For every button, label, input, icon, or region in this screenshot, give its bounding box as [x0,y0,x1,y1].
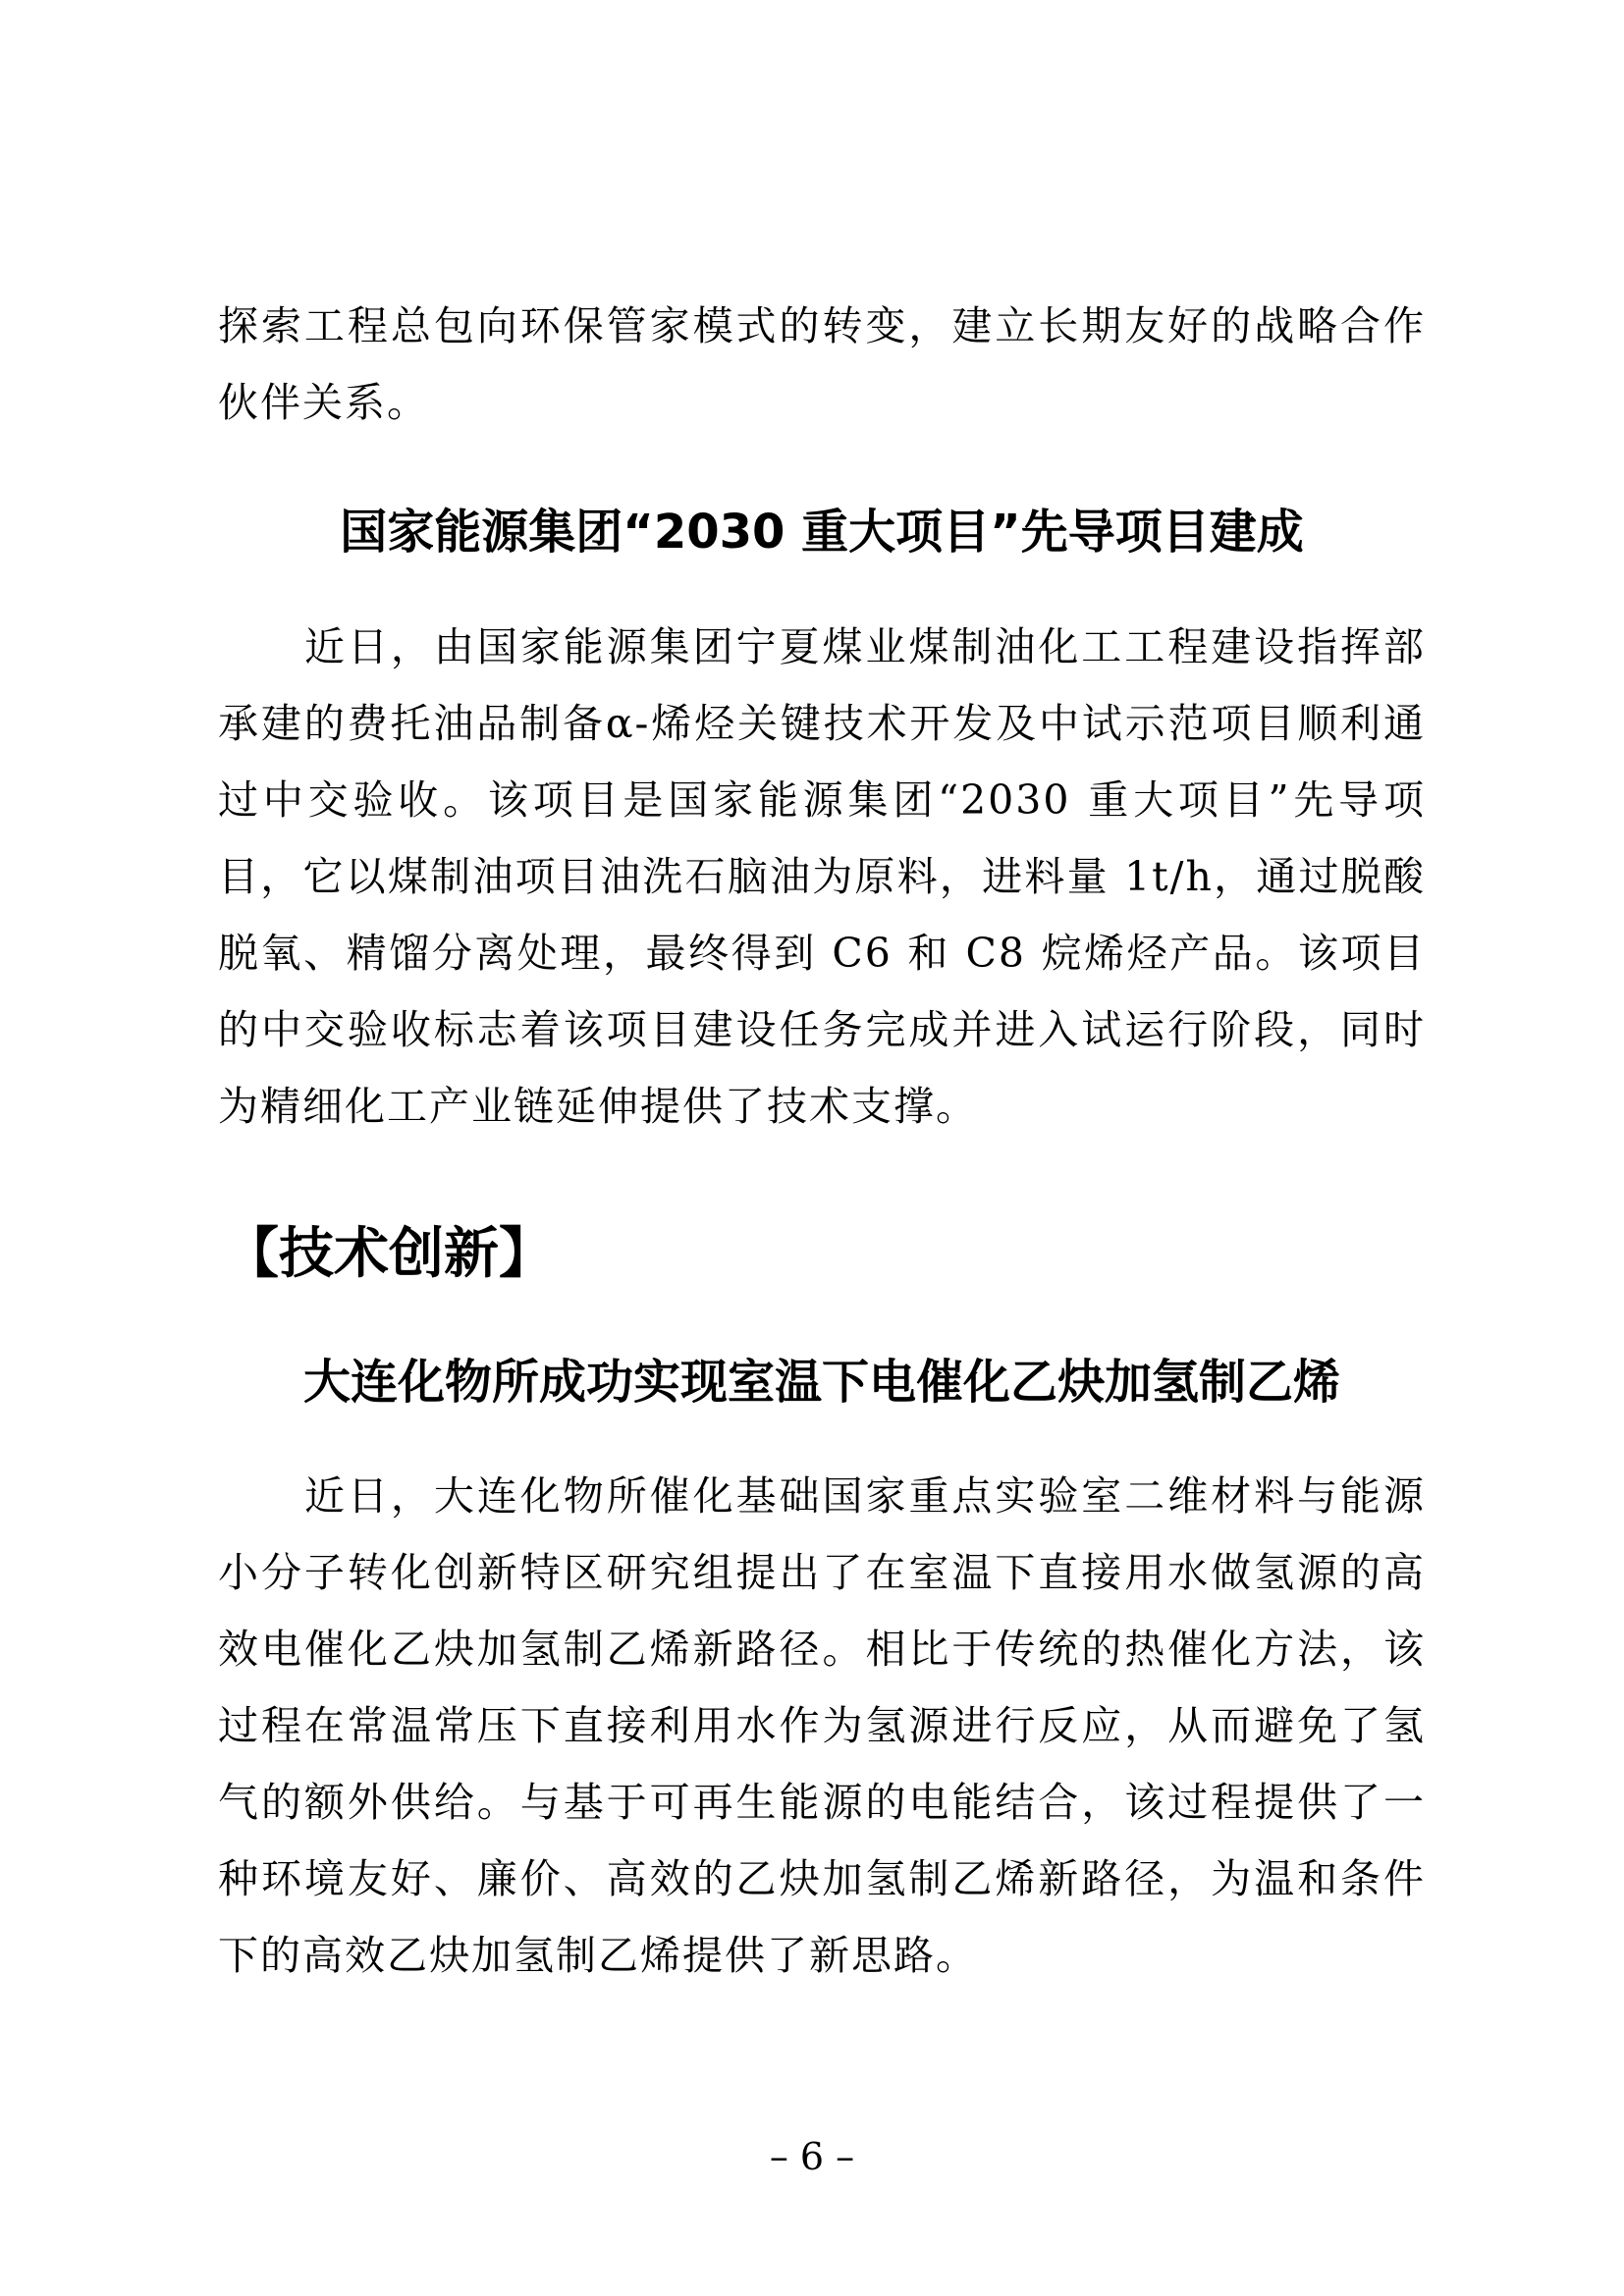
article-2-title: 大连化物所成功实现室温下电催化乙炔加氢制乙烯 [302,1355,1340,1410]
article-1-title: 国家能源集团“2030 重大项目”先导项目建成 [340,505,1304,560]
section-title: 【技术创新】 [224,1222,554,1286]
continuation-paragraph: 探索工程总包向环保管家模式的转变，建立长期友好的战略合作伙伴关系。 [218,302,1426,426]
article-1-body: 近日，由国家能源集团宁夏煤业煤制油化工工程建设指挥部承建的费托油品制备α-烯烃关键技术开发及中试示范项目顺利通过中交验收。该项目是国家能源集团“2030 重大项目”先导项目，它以煤制油项目油洗石脑油为原料，进料量 1t/h，通过脱酸脱氧、精馏分离处理，最终得到 C6 和 C8 烷烯烃产品。该项目的中交验收标志着该项目建设任务完成并进入试运行阶段，同时为精细化工产业链延伸提供了技术支撑。 [218,623,1426,1130]
article-2-body: 近日，大连化物所催化基础国家重点实验室二维材料与能源小分子转化创新特区研究组提出了在室温下直接用水做氢源的高效电催化乙炔加氢制乙烯新路径。相比于传统的热催化方法，该过程在常温常压下直接利用水作为氢源进行反应，从而避免了氢气的额外供给。与基于可再生能源的电能结合，该过程提供了一种环境友好、廉价、高效的乙炔加氢制乙烯新路径，为温和条件下的高效乙炔加氢制乙烯提供了新思路。 [218,1472,1426,1979]
page-number: – 6 – [769,2135,855,2178]
